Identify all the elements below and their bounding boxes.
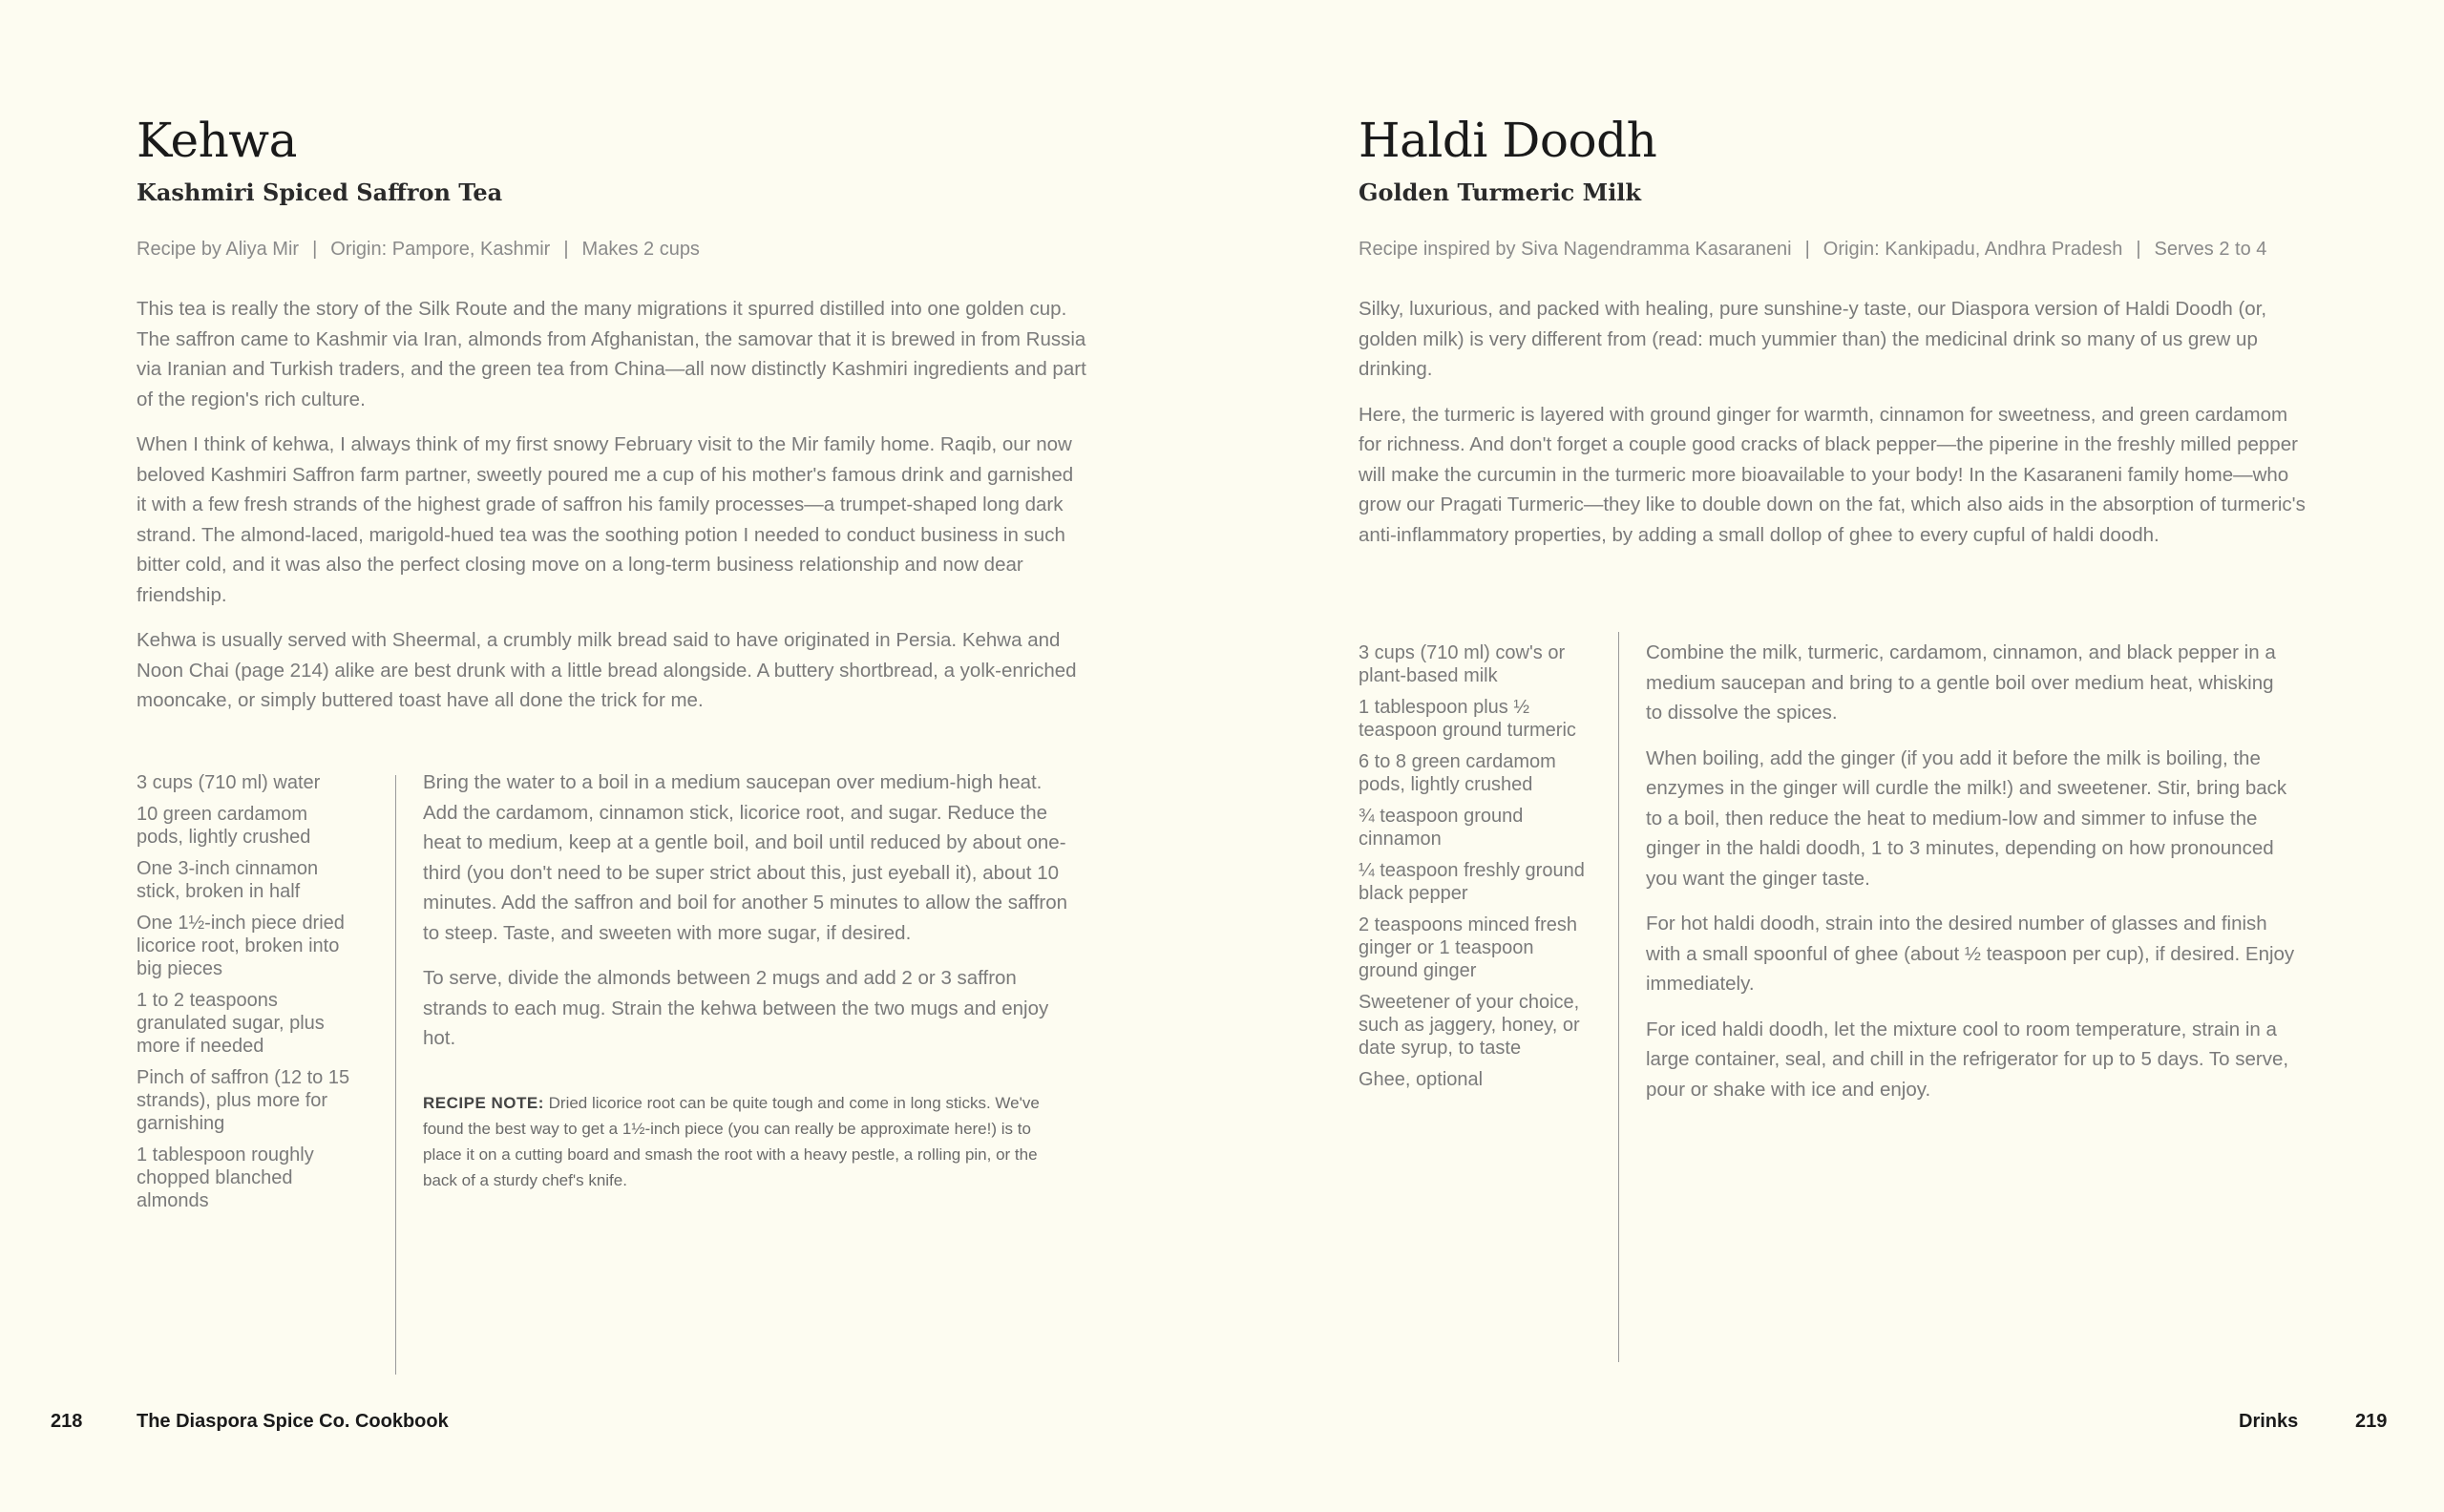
recipe-method <box>423 767 1072 1193</box>
recipe-yield: Makes 2 cups <box>581 239 700 260</box>
ingredient-item: One 1½-inch piece dried licorice root, broken into big pieces <box>137 913 345 979</box>
recipe-meta <box>137 239 700 261</box>
ingredient-list <box>137 771 354 1221</box>
page-number-right: 219 <box>2355 1411 2388 1432</box>
method-step: For hot haldi doodh, strain into the desired number of glasses and finish with a small spoonful of ghee (about ½ teaspoon per cup), if desired. Enjoy immediately. <box>1646 913 2295 995</box>
method-step: Combine the milk, turmeric, cardamom, cinnamon, and black pepper in a medium saucepan and bring to a gentle boil over medium heat, whisking to dissolve the spices. <box>1646 641 2276 724</box>
right-page <box>1359 0 2388 1512</box>
method-step: For iced haldi doodh, let the mixture cool to room temperature, strain in a large container, seal, and chill in the refrigerator for up to 5 days. To serve, pour or shake with ice and enjoy. <box>1646 1018 2289 1101</box>
ingredient-item: ¼ teaspoon freshly ground black pepper <box>1359 860 1585 904</box>
recipe-note <box>423 1090 1072 1193</box>
column-divider <box>395 775 396 1375</box>
ingredient-item: Sweetener of your choice, such as jaggery, honey, or date syrup, to taste <box>1359 992 1580 1059</box>
method-step: To serve, divide the almonds between 2 mugs and add 2 or 3 saffron strands to each mug. Strain the kehwa between the two mugs and enjoy hot. <box>423 967 1049 1049</box>
column-divider <box>1618 632 1619 1362</box>
recipe-meta <box>1359 239 2266 261</box>
recipe-origin: Origin: Pampore, Kashmir <box>330 239 551 260</box>
recipe-title: Kehwa <box>137 113 297 168</box>
recipe-intro <box>1359 294 2308 565</box>
ingredient-item: 6 to 8 green cardamom pods, lightly crushed <box>1359 751 1556 795</box>
method-step: Bring the water to a boil in a medium saucepan over medium-high heat. Add the cardamom, cinnamon stick, licorice root, and sugar. Reduce the heat to medium, keep at a gentle boil, and boil until reduced by about one-third (you don't need to be super strict about this, just eyeball it), about 10 minutes. Add the saffron and boil for another 5 minutes to allow the saffron to steep. Taste, and sweeten with more sugar, if desired. <box>423 771 1068 944</box>
recipe-method <box>1646 638 2295 1120</box>
recipe-yield: Serves 2 to 4 <box>2154 239 2267 260</box>
meta-separator: | <box>1804 239 1810 260</box>
ingredient-item: 10 green cardamom pods, lightly crushed <box>137 804 311 848</box>
intro-paragraph: Kehwa is usually served with Sheermal, a crumbly milk bread said to have originated in Persia. Kehwa and Noon Chai (page 214) alike are best drunk with a little bread alongside. A buttery shortbread, a yolk-enriched mooncake, or simply buttered toast have all done the trick for me. <box>137 629 1077 711</box>
ingredient-item: 3 cups (710 ml) water <box>137 772 321 793</box>
method-step: When boiling, add the ginger (if you add it before the milk is boiling, the enzymes in the ginger will curdle the milk!) and sweetener. Stir, bring back to a boil, then reduce the heat to medium-low and simmer to infuse the ginger in the haldi doodh, 1 to 3 minutes, depending on how pronounced you want the ginger taste. <box>1646 746 2287 890</box>
ingredient-item: 1 to 2 teaspoons granulated sugar, plus more if needed <box>137 990 325 1057</box>
recipe-title: Haldi Doodh <box>1359 113 1657 168</box>
recipe-subtitle: Kashmiri Spiced Saffron Tea <box>137 178 503 206</box>
recipe-author: Recipe inspired by Siva Nagendramma Kasaraneni <box>1359 239 1792 260</box>
meta-separator: | <box>312 239 318 260</box>
ingredient-item: 2 teaspoons minced fresh ginger or 1 teaspoon ground ginger <box>1359 914 1578 981</box>
ingredient-item: 1 tablespoon roughly chopped blanched almonds <box>137 1144 314 1211</box>
ingredient-item: One 3-inch cinnamon stick, broken in half <box>137 858 319 902</box>
page-number-left: 218 <box>51 1411 83 1432</box>
ingredient-item: Pinch of saffron (12 to 15 strands), plus more for garnishing <box>137 1067 350 1134</box>
left-page <box>51 0 1091 1512</box>
intro-paragraph: When I think of kehwa, I always think of my first snowy February visit to the Mir family home. Raqib, our now beloved Kashmiri Saffron farm partner, sweetly poured me a cup of his mother's famous drink and garnished it with a few fresh strands of the highest grade of saffron his family processes—a trumpet-shaped long dark strand. The almond-laced, marigold-hued tea was the soothing potion I needed to conduct business in such bitter cold, and it was also the perfect closing move on a long-term business relationship and now dear friendship. <box>137 433 1074 606</box>
recipe-note-text: Dried licorice root can be quite tough and come in long sticks. We've found the best way to get a 1½-inch piece (you can really be approximate here!) is to place it on a cutting board and smash the root with a heavy pestle, a rolling pin, or the back of a sturdy chef's knife. <box>423 1093 1040 1189</box>
meta-separator: | <box>563 239 569 260</box>
footer-section-title: Drinks <box>2239 1411 2299 1432</box>
recipe-note-label: RECIPE NOTE: <box>423 1093 544 1112</box>
intro-paragraph: Here, the turmeric is layered with ground ginger for warmth, cinnamon for sweetness, and green cardamom for richness. And don't forget a couple good cracks of black pepper—the piperine in the freshly milled pepper will make the curcumin in the turmeric more bioavailable to your body! In the Kasaraneni family home—who grow our Pragati Turmeric—they like to double down on the fat, which also aids in the absorption of turmeric's anti-inflammatory properties, by adding a small dollop of ghee to every cupful of haldi doodh. <box>1359 403 2306 546</box>
ingredient-item: ¾ teaspoon ground cinnamon <box>1359 806 1524 850</box>
recipe-subtitle: Golden Turmeric Milk <box>1359 178 1642 206</box>
ingredient-item: 3 cups (710 ml) cow's or plant-based milk <box>1359 642 1566 686</box>
footer-book-title: The Diaspora Spice Co. Cookbook <box>137 1411 449 1432</box>
meta-separator: | <box>2136 239 2141 260</box>
ingredient-list <box>1359 641 1593 1100</box>
recipe-intro <box>137 294 1086 731</box>
recipe-origin: Origin: Kankipadu, Andhra Pradesh <box>1822 239 2123 260</box>
intro-paragraph: This tea is really the story of the Silk Route and the many migrations it spurred distilled into one golden cup. The saffron came to Kashmir via Iran, almonds from Afghanistan, the samovar that it is brewed in from Russia via Iranian and Turkish traders, and the green tea from China—all now distinctly Kashmiri ingredients and part of the region's rich culture. <box>137 298 1086 410</box>
ingredient-item: Ghee, optional <box>1359 1069 1484 1090</box>
ingredient-item: 1 tablespoon plus ½ teaspoon ground turmeric <box>1359 697 1576 741</box>
intro-paragraph: Silky, luxurious, and packed with healing, pure sunshine-y taste, our Diaspora version of Haldi Doodh (or, golden milk) is very different from (read: much yummier than) the medicinal drink so many of us grew up drinking. <box>1359 298 2267 380</box>
recipe-author: Recipe by Aliya Mir <box>137 239 300 260</box>
